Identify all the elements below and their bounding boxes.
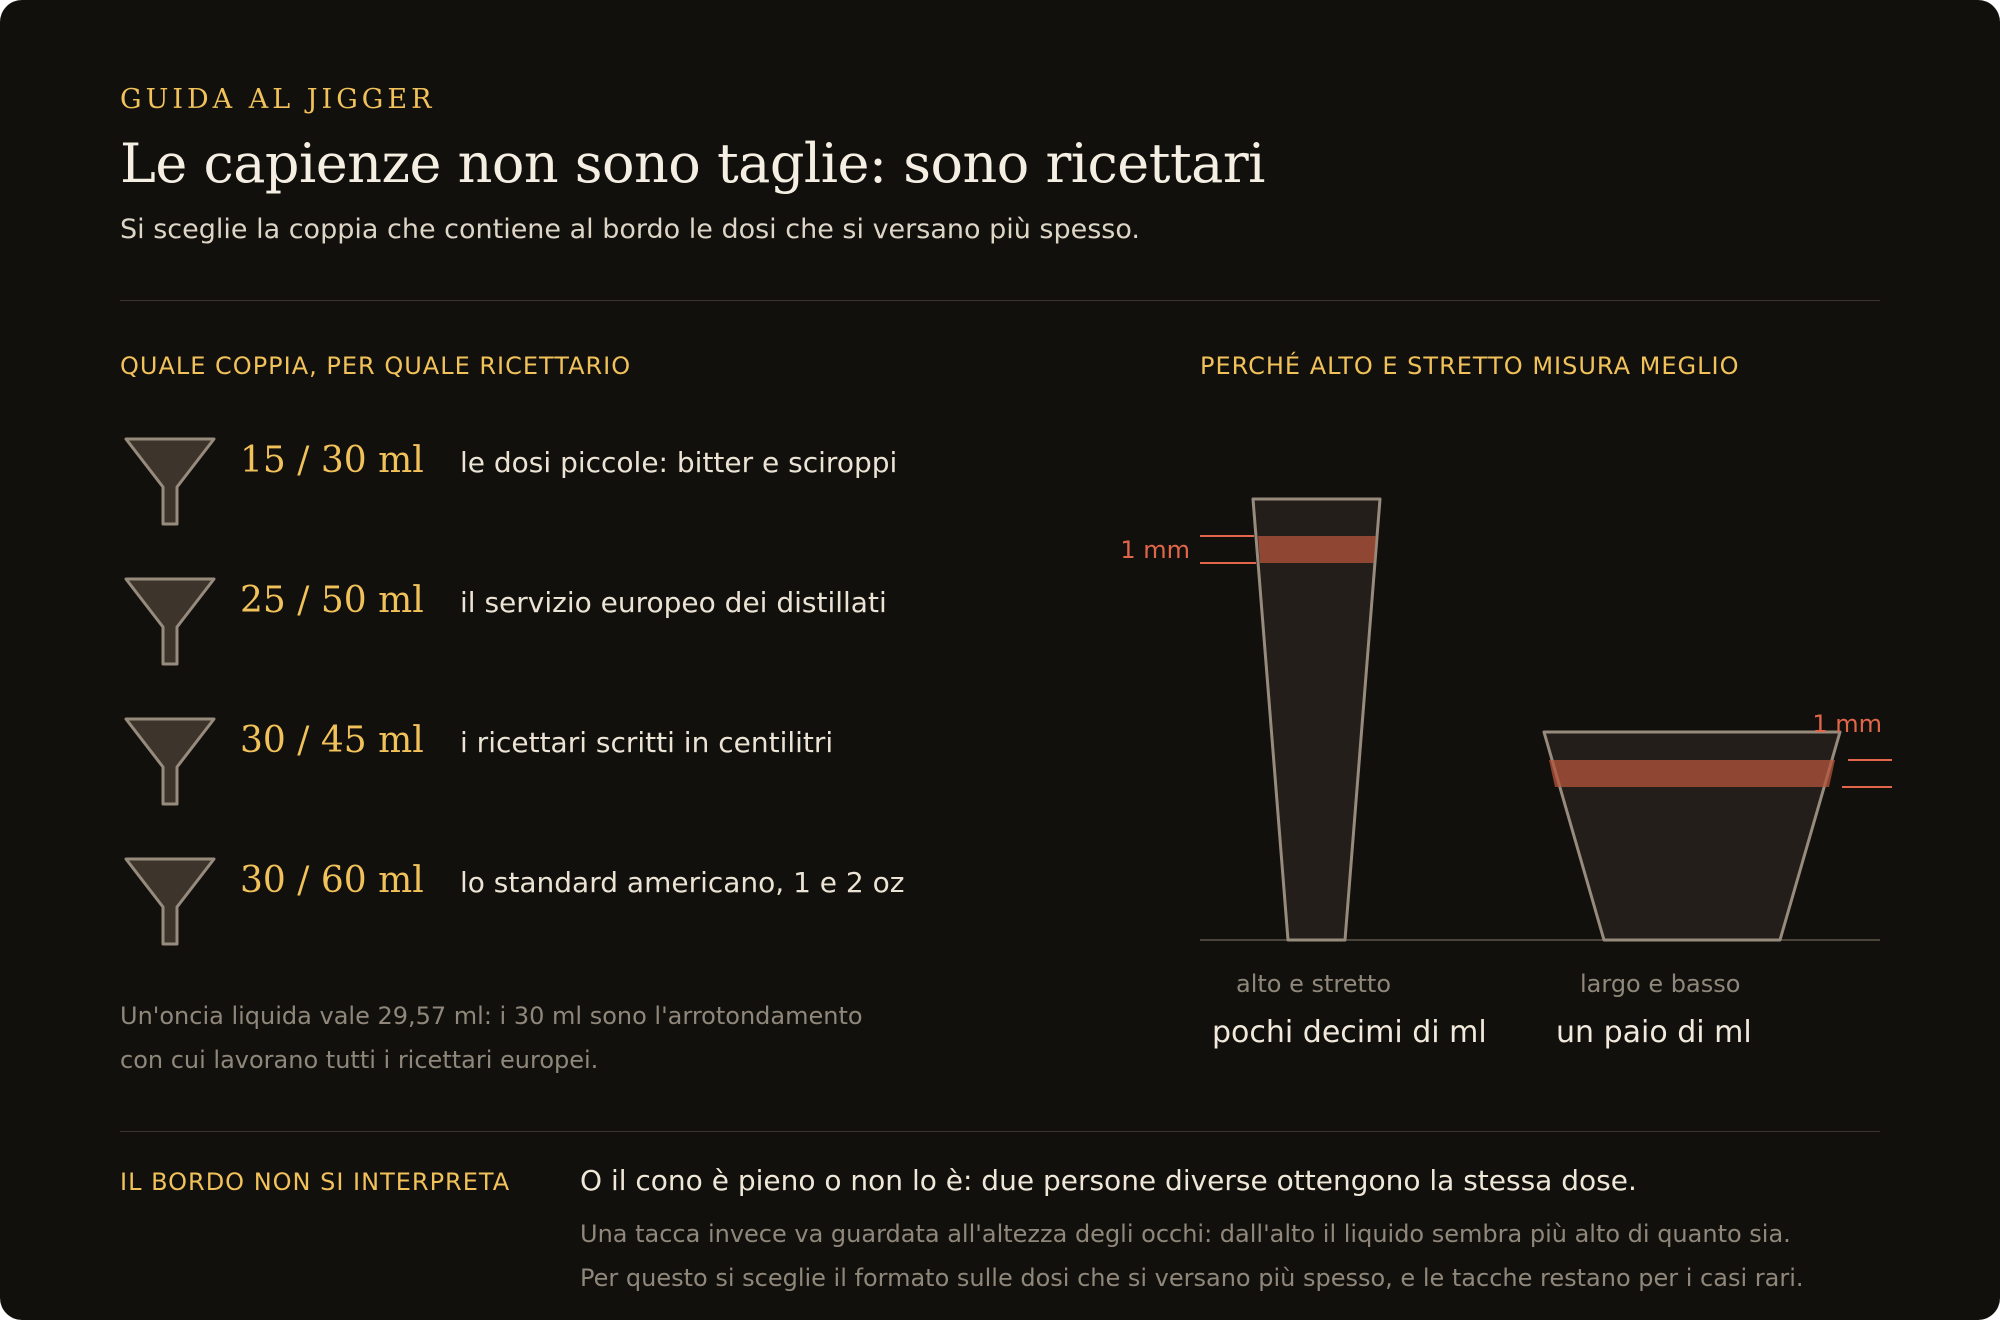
shape-comparison-diagram xyxy=(1100,400,1900,1080)
ounce-note-line: Un'oncia liquida vale 29,57 ml: i 30 ml sono l'arrotondamento xyxy=(120,1002,863,1030)
jigger-cone-icon xyxy=(120,712,220,812)
wide-volume-label: un paio di ml xyxy=(1556,1015,1752,1050)
ounce-note xyxy=(120,994,880,1082)
footer-statement: O il cono è pieno o non lo è: due persone diverse ottengono la stessa dose. xyxy=(580,1164,1637,1197)
pair-row xyxy=(120,852,960,952)
pair-row xyxy=(120,572,960,672)
page-title: Le capienze non sono taglie: sono ricettari xyxy=(120,132,1265,195)
jigger-cone-icon xyxy=(120,852,220,952)
pair-description: il servizio europeo dei distillati xyxy=(460,586,887,619)
ounce-note-line: con cui lavorano tutti i ricettari europei. xyxy=(120,1046,599,1074)
pair-row xyxy=(120,712,960,812)
pair-capacity: 30 / 45 ml xyxy=(240,720,424,761)
divider-top xyxy=(120,300,1880,301)
pair-description: le dosi piccole: bitter e sciroppi xyxy=(460,446,898,479)
pair-capacity: 15 / 30 ml xyxy=(240,440,424,481)
diagram-section-label: PERCHÉ ALTO E STRETTO MISURA MEGLIO xyxy=(1200,352,1740,380)
eyebrow: GUIDA AL JIGGER xyxy=(120,84,436,115)
tall-volume-label: pochi decimi di ml xyxy=(1212,1015,1487,1050)
wide-band-label: 1 mm xyxy=(1812,710,1882,738)
tall-1mm-band xyxy=(1258,536,1376,563)
jigger-cone-icon xyxy=(120,432,220,532)
pair-description: i ricettari scritti in centilitri xyxy=(460,726,834,759)
pair-capacity: 25 / 50 ml xyxy=(240,580,424,621)
divider-bottom xyxy=(120,1131,1880,1132)
tall-band-label: 1 mm xyxy=(1120,536,1190,564)
wide-shape-label: largo e basso xyxy=(1580,970,1741,998)
pair-description: lo standard americano, 1 e 2 oz xyxy=(460,866,905,899)
jigger-cone-icon xyxy=(120,572,220,672)
tall-narrow-jigger xyxy=(1253,499,1380,940)
pairs-section-label: QUALE COPPIA, PER QUALE RICETTARIO xyxy=(120,352,632,380)
tall-shape-label: alto e stretto xyxy=(1236,970,1392,998)
footer-explanation-line: Per questo si sceglie il formato sulle dosi che si versano più spesso, e le tacche restano per i casi rari. xyxy=(580,1264,1804,1292)
pair-capacity: 30 / 60 ml xyxy=(240,860,424,901)
footer-label: IL BORDO NON SI INTERPRETA xyxy=(120,1168,511,1196)
page-subtitle: Si sceglie la coppia che contiene al bordo le dosi che si versano più spesso. xyxy=(120,214,1141,245)
footer-explanation xyxy=(580,1212,1900,1300)
wide-1mm-band xyxy=(1549,760,1835,787)
pair-row xyxy=(120,432,960,532)
footer-explanation-line: Una tacca invece va guardata all'altezza degli occhi: dall'alto il liquido sembra più alto di quanto sia. xyxy=(580,1220,1791,1248)
